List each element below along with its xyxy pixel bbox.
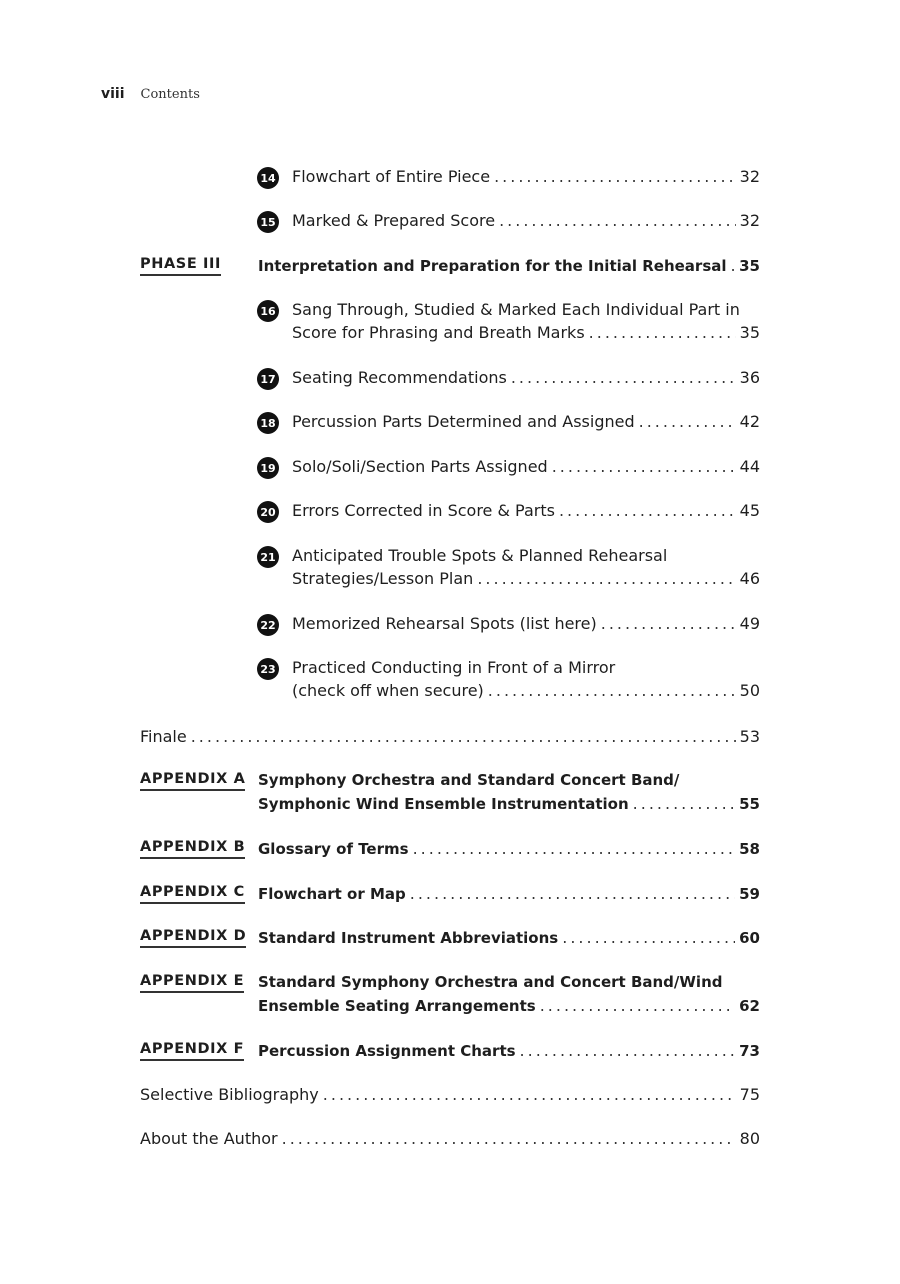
dot-leader (540, 996, 735, 1015)
toc-line (258, 928, 760, 950)
section-label: APPENDIX D (140, 928, 246, 948)
page-number: 62 (739, 997, 760, 1015)
step-number-badge: 22 (257, 614, 279, 636)
dot-leader (731, 256, 736, 275)
toc-line-1 (258, 771, 760, 793)
page-number: 35 (739, 257, 760, 275)
entry-title: Percussion Assignment Charts (258, 1042, 516, 1060)
entry-title: Ensemble Seating Arrangements (258, 997, 536, 1015)
toc-line (258, 884, 760, 906)
dot-leader (589, 323, 736, 342)
running-header (101, 86, 200, 102)
dot-leader (413, 839, 736, 858)
page-number: 73 (739, 1042, 760, 1060)
step-number-badge: 23 (257, 658, 279, 680)
dot-leader (639, 412, 736, 431)
toc-line (292, 368, 760, 390)
toc-line-2 (258, 794, 760, 816)
toc-line (292, 457, 760, 479)
running-title: Contents (140, 87, 200, 102)
entry-title: Marked & Prepared Score (292, 211, 496, 230)
entry-title: Strategies/Lesson Plan (292, 569, 474, 588)
page-number: 60 (739, 929, 760, 947)
dot-leader (552, 457, 736, 476)
section-label: PHASE III (140, 256, 221, 276)
entry-title: Finale (140, 727, 187, 746)
entry-title-line1: Standard Symphony Orchestra and Concert Band/Wind (258, 973, 723, 991)
dot-leader (494, 167, 736, 186)
toc-line (258, 256, 760, 278)
step-number-badge: 16 (257, 300, 279, 322)
toc-line (292, 614, 760, 636)
page-numeral: viii (101, 86, 125, 102)
step-number-badge: 19 (257, 457, 279, 479)
dot-leader (601, 614, 736, 633)
page-number: 44 (739, 457, 760, 476)
toc-line-1 (292, 300, 760, 322)
page-number: 55 (739, 795, 760, 813)
toc-line-2 (292, 323, 760, 345)
toc-line-1 (292, 658, 760, 680)
entry-title-line1: Practiced Conducting in Front of a Mirror (292, 658, 616, 677)
dot-leader (633, 794, 735, 813)
page-number: 42 (739, 412, 760, 431)
entry-title: Flowchart or Map (258, 885, 406, 903)
entry-title: About the Author (140, 1129, 278, 1148)
dot-leader (191, 727, 736, 746)
entry-title: Memorized Rehearsal Spots (list here) (292, 614, 597, 633)
entry-title: Symphonic Wind Ensemble Instrumentation (258, 795, 629, 813)
entry-title: Seating Recommendations (292, 368, 507, 387)
toc-line (292, 412, 760, 434)
toc-line (292, 211, 760, 233)
page-number: 50 (739, 681, 760, 700)
section-label: APPENDIX C (140, 884, 245, 904)
toc-line (258, 1041, 760, 1063)
entry-title: Selective Bibliography (140, 1085, 319, 1104)
step-number-badge: 21 (257, 546, 279, 568)
section-label: APPENDIX E (140, 973, 244, 993)
step-number-badge: 17 (257, 368, 279, 390)
dot-leader (410, 884, 735, 903)
dot-leader (282, 1129, 736, 1148)
page-number: 45 (739, 501, 760, 520)
page-number: 35 (739, 323, 760, 342)
page-number: 32 (739, 167, 760, 186)
toc-line-1 (292, 546, 760, 568)
entry-title: Glossary of Terms (258, 840, 409, 858)
step-number-badge: 20 (257, 501, 279, 523)
entry-title: (check off when secure) (292, 681, 484, 700)
toc-line (258, 839, 760, 861)
toc-line (292, 501, 760, 523)
dot-leader (499, 211, 736, 230)
page-number: 59 (739, 885, 760, 903)
section-label: APPENDIX B (140, 839, 245, 859)
step-number-badge: 14 (257, 167, 279, 189)
entry-title-line1: Symphony Orchestra and Standard Concert Band/ (258, 771, 680, 789)
page-number: 49 (739, 614, 760, 633)
step-number-badge: 18 (257, 412, 279, 434)
dot-leader (477, 569, 735, 588)
page-number: 80 (739, 1129, 760, 1148)
page-number: 36 (739, 368, 760, 387)
entry-title: Flowchart of Entire Piece (292, 167, 491, 186)
dot-leader (488, 681, 736, 700)
entry-title: Interpretation and Preparation for the Initial Rehearsal (258, 257, 727, 275)
toc-line (140, 1085, 760, 1107)
page-number: 32 (739, 211, 760, 230)
entry-title-line1: Anticipated Trouble Spots & Planned Rehearsal (292, 546, 668, 565)
entry-title: Score for Phrasing and Breath Marks (292, 323, 585, 342)
page-number: 58 (739, 840, 760, 858)
dot-leader (323, 1085, 736, 1104)
section-label: APPENDIX A (140, 771, 245, 791)
toc-line-2 (258, 996, 760, 1018)
dot-leader (520, 1041, 736, 1060)
toc-line-2 (292, 569, 760, 591)
page-number: 53 (739, 727, 760, 746)
toc-line (292, 167, 760, 189)
section-label: APPENDIX F (140, 1041, 244, 1061)
dot-leader (511, 368, 736, 387)
dot-leader (559, 501, 736, 520)
entry-title: Percussion Parts Determined and Assigned (292, 412, 635, 431)
toc-line-2 (292, 681, 760, 703)
toc-line-1 (258, 973, 760, 995)
entry-title: Solo/Soli/Section Parts Assigned (292, 457, 548, 476)
dot-leader (562, 928, 735, 947)
page-number: 46 (739, 569, 760, 588)
entry-title-line1: Sang Through, Studied & Marked Each Individual Part in (292, 300, 740, 319)
toc-line (140, 1129, 760, 1151)
entry-title: Errors Corrected in Score & Parts (292, 501, 555, 520)
entry-title: Standard Instrument Abbreviations (258, 929, 559, 947)
toc-line (140, 727, 760, 749)
page-number: 75 (739, 1085, 760, 1104)
step-number-badge: 15 (257, 211, 279, 233)
